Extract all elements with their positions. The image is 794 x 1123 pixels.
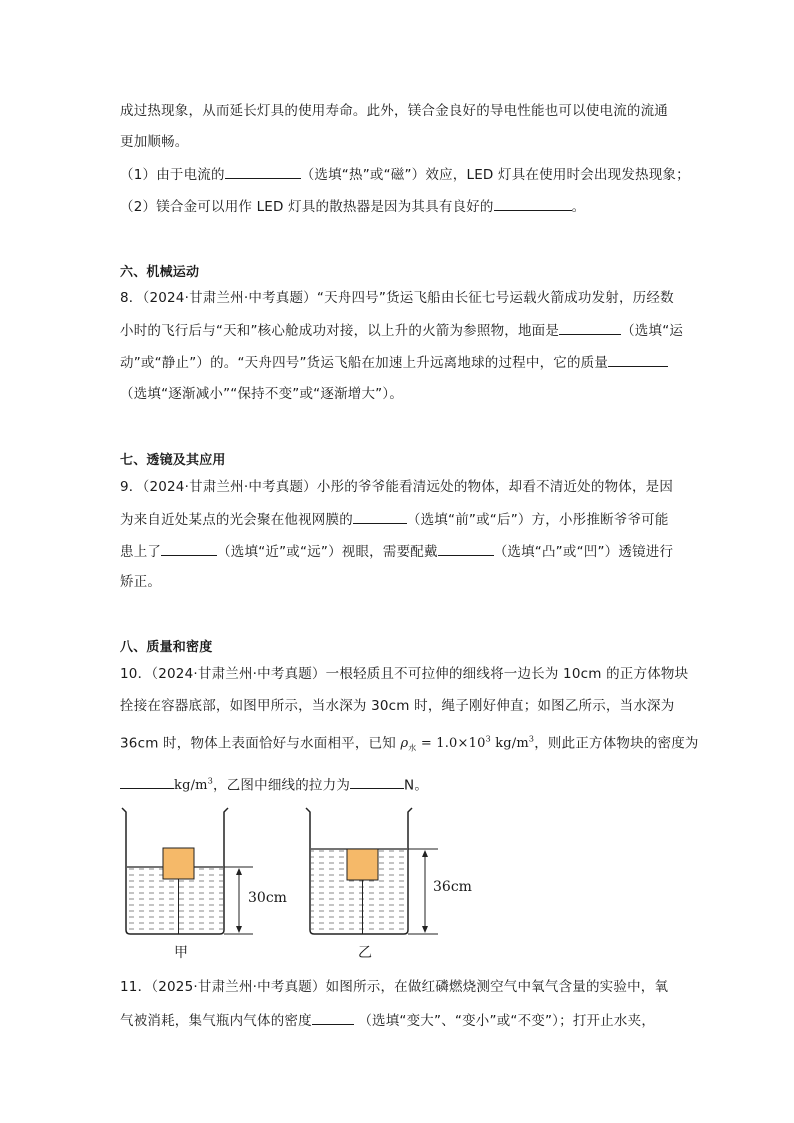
- section-heading-8: 八、质量和密度: [120, 640, 213, 655]
- question-9-line-2: 为来自近处某点的光会聚在他视网膜的 （选填“前”或“后”）方，小彤推断爷爷可能: [120, 509, 680, 530]
- question-10-line-4: $kg/m^3$，乙图中细线的拉力为 N。: [120, 772, 680, 796]
- question-8-line-2: 小时的飞行后与“天和”核心舱成功对接，以上升的火箭为参照物，地面是 （选填“运: [120, 320, 680, 341]
- figure-caption-left: 甲: [174, 945, 188, 961]
- depth-label-right: 36cm: [433, 879, 472, 895]
- depth-label-left: 30cm: [248, 890, 287, 906]
- cube-block-left: [163, 848, 194, 879]
- question-9-line-4: 矫正。: [120, 574, 162, 590]
- figure-caption-right: 乙: [358, 945, 372, 961]
- answer-blank[interactable]: [494, 196, 572, 211]
- question-8-line-3: 动”或“静止”）的。“天舟四号”货运飞船在加速上升远离地球的过程中，它的质量: [120, 352, 680, 373]
- density-formula: $\rho_水 = 1.0\times 10^3$ $kg/m^3$: [400, 735, 535, 753]
- question-10-line-1: 10．（2024·甘肃兰州·中考真题）一根轻质且不可拉伸的细线将一边长为 10cm 的正方体物块: [120, 666, 689, 682]
- answer-blank[interactable]: [608, 352, 668, 367]
- answer-blank[interactable]: [559, 320, 621, 335]
- answer-blank[interactable]: [312, 1010, 354, 1025]
- section-heading-7: 七、透镜及其应用: [120, 453, 226, 468]
- question-8-line-4: （选填“逐渐减小”“保持不变”或“逐渐增大”）。: [120, 386, 404, 402]
- container-left: [122, 808, 253, 934]
- answer-blank[interactable]: [161, 541, 217, 556]
- intro-line-1: 成过热现象，从而延长灯具的使用寿命。此外，镁合金良好的导电性能也可以使电流的流通: [120, 103, 668, 119]
- question-7-part-2: （2）镁合金可以用作 LED 灯具的散热器是因为其具有良好的 。: [120, 196, 680, 217]
- container-diagram: [118, 800, 478, 970]
- cube-block-right: [347, 849, 378, 880]
- question-9-line-1: 9．（2024·甘肃兰州·中考真题）小彤的爷爷能看清远处的物体，却看不清近处的物体，是因: [120, 479, 674, 495]
- question-10-figure: [118, 800, 478, 970]
- answer-blank[interactable]: [350, 774, 404, 789]
- question-9-line-3: 患上了 （选填“近”或“远”）视眼，需要配戴 （选填“凸”或“凹”）透镜进行: [120, 541, 680, 562]
- question-10-line-3: 36cm 时，物体上表面恰好与水面相平，已知 $\rho_水 = 1.0\times 10^3$ $kg/m^3$，则此正方体物块的密度为: [120, 735, 699, 753]
- section-heading-6: 六、机械运动: [120, 265, 200, 280]
- question-7-part-1: （1）由于电流的 （选填“热”或“磁”）效应，LED 灯具在使用时会出现发热现象；: [120, 164, 680, 185]
- answer-blank[interactable]: [438, 541, 494, 556]
- answer-blank[interactable]: [120, 774, 174, 789]
- intro-line-2: 更加顺畅。: [120, 134, 189, 150]
- question-8-line-1: 8．（2024·甘肃兰州·中考真题）“天舟四号”货运飞船由长征七号运载火箭成功发射，历经数: [120, 290, 674, 306]
- container-right: [306, 808, 438, 934]
- question-10-line-2: 拴接在容器底部，如图甲所示，当水深为 30cm 时，绳子刚好伸直；如图乙所示，当水深为: [120, 698, 675, 714]
- answer-blank[interactable]: [225, 164, 301, 179]
- question-11-line-2: 气被消耗，集气瓶内气体的密度 （选填“变大”、“变小”或“不变”）；打开止水夹，: [120, 1010, 680, 1031]
- answer-blank[interactable]: [353, 509, 407, 524]
- question-11-line-1: 11．（2025·甘肃兰州·中考真题）如图所示，在做红磷燃烧测空气中氧气含量的实验中，氧: [120, 979, 669, 995]
